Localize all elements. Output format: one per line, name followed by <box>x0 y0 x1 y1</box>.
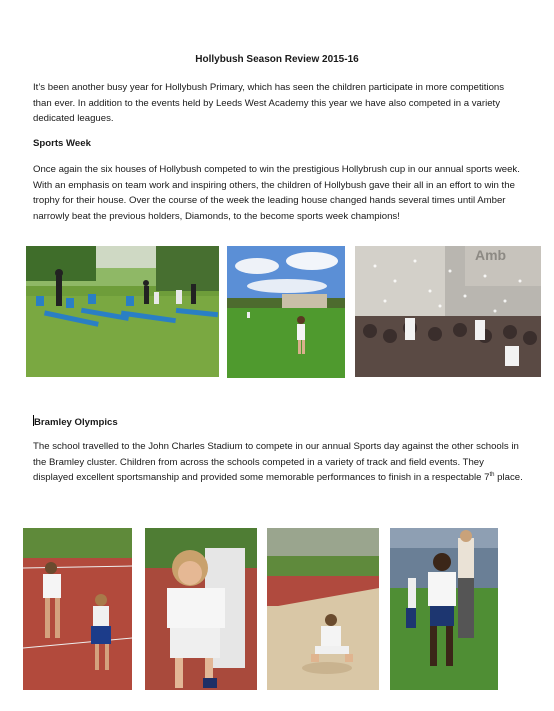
bramley-olympics-heading <box>33 415 118 428</box>
photo-sports-week-benches <box>26 246 219 377</box>
bramley-body-text: The school travelled to the John Charles Stadium to compete in our annual Sports day against the other schools in the Bramley cluster. Children from across the schools competed in a variety of track and field events. They displayed excellent sportsmanship and provided some memorable performances to finish in a respectable 7 <box>33 441 519 484</box>
photo-sports-week-celebration <box>355 246 541 377</box>
photo-sports-week-field <box>227 246 345 378</box>
gym-wall-lettering: Amb <box>475 247 507 263</box>
bramley-paragraph <box>33 439 523 486</box>
bramley-body-end: place. <box>494 472 523 484</box>
intro-paragraph: It’s been another busy year for Hollybush Primary, which has seen the children participate in more competitions than ever. In addition to the events held by Leeds West Academy this year we have also competed in a variety dedicated leagues. <box>33 82 505 125</box>
sports-week-paragraph: Once again the six houses of Hollybush competed to win the prestigious Hollybrush cup in our annual sports week. With an emphasis on team work and inspiring others, the children of Hollybush gave their all in an effort to win the trophy for their house. Over the course of the week the leading house changed hands several times until Amber narrowly beat the previous holders, Diamonds, to the become sports week champions! <box>33 164 520 222</box>
document-title: Hollybush Season Review 2015-16 <box>195 54 359 65</box>
photo-bramley-track-race <box>23 528 132 690</box>
ordinal-suffix: th <box>489 472 495 478</box>
photo-bramley-long-jump <box>267 528 379 690</box>
photo-bramley-girl-chair <box>145 528 257 690</box>
bramley-heading-text: Bramley Olympics <box>34 417 118 428</box>
photo-bramley-sprinter <box>390 528 498 690</box>
sports-week-heading: Sports Week <box>33 138 91 149</box>
